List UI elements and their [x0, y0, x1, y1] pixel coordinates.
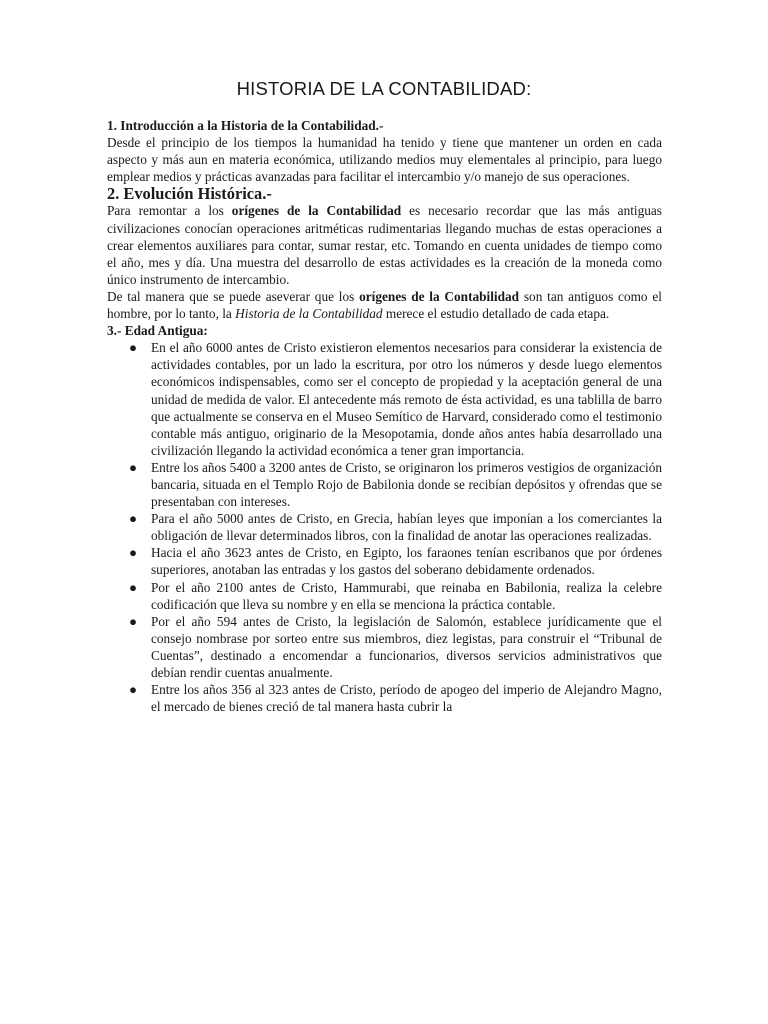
list-item	[107, 613, 662, 681]
list-item	[107, 459, 662, 510]
section-2-paragraph-1	[107, 202, 662, 287]
list-item-text: Por el año 594 antes de Cristo, la legislación de Salomón, establece jurídicamente que el consejo nombrase por sorteo entre sus miembros, diez legistas, para construir el “Tribunal de Cuentas”, destinado a encomendar a funcionarios, diversos servicios administrativos que debían rendir cuentas anualmente.	[151, 613, 662, 680]
p2-text-middle: son tan antiguos como el hombre, por lo tanto, la	[107, 288, 662, 322]
bullet-icon: ●	[129, 682, 138, 698]
section-1-heading: 1. Introducción a la Historia de la Contabilidad.-	[107, 118, 384, 133]
p1-text-after: es necesario recordar que las más antiguas civilizaciones conocían operaciones aritméticas rudimentarias llegando muchas de estas operaciones a crear elementos auxiliares para contar, sumar restar, etc. Tomando en cuenta unidades de tiempo como el año, mes y día. Una muestra del desarrollo de estas actividades es la creación de la moneda como único instrumento de intercambio.	[107, 203, 662, 287]
p2-bold-phrase: orígenes de la Contabilidad	[359, 288, 520, 304]
section-3-bullet-list	[107, 339, 662, 715]
list-item-text: Hacia el año 3623 antes de Cristo, en Egipto, los faraones tenían escribanos que por órdenes superiores, anotaban las entradas y los gastos del soberano debidamente ordenados.	[151, 545, 662, 578]
list-item-text: Entre los años 356 al 323 antes de Cristo, período de apogeo del imperio de Alejandro Magno, el mercado de bienes creció de tal manera hasta cubrir la	[151, 682, 662, 715]
list-item-text: Para el año 5000 antes de Cristo, en Grecia, habían leyes que imponían a los comerciantes la obligación de llevar determinados libros, con la finalidad de anotar las operaciones realizadas.	[151, 511, 662, 544]
list-item	[107, 579, 662, 613]
bullet-icon: ●	[129, 579, 138, 595]
list-item-text: Entre los años 5400 a 3200 antes de Cristo, se originaron los primeros vestigios de organización bancaria, situada en el Templo Rojo de Babilonia donde se recibían depósitos y ofrendas que se presentaban con intereses.	[151, 459, 662, 510]
document-body	[107, 117, 662, 715]
bullet-icon: ●	[129, 340, 138, 356]
bullet-icon: ●	[129, 545, 138, 561]
p1-bold-phrase: orígenes de la Contabilidad	[231, 203, 402, 219]
section-2-paragraph-2	[107, 288, 662, 322]
p2-text-after: merece el estudio detallado de cada etapa.	[382, 306, 610, 322]
section-2-heading: 2. Evolución Histórica.-	[107, 184, 272, 204]
bullet-icon: ●	[129, 511, 138, 527]
list-item	[107, 339, 662, 459]
bullet-icon: ●	[129, 459, 138, 475]
bullet-icon: ●	[129, 613, 138, 629]
p2-text-before: De tal manera que se puede aseverar que los	[107, 288, 360, 304]
list-item	[107, 681, 662, 715]
p2-italic-phrase: Historia de la Contabilidad	[235, 306, 383, 322]
section-3-heading: 3.- Edad Antigua:	[107, 323, 208, 339]
list-item	[107, 510, 662, 544]
list-item-text: En el año 6000 antes de Cristo existieron elementos necesarios para considerar la existencia de actividades contables, por un lado la escritura, por otro los números y desde luego elementos económicos indispensables, como ser el concepto de propiedad y la aceptación general de una unidad de medida de valor. El antecedente más remoto de ésta actividad, es una tablilla de barro que actualmente se conserva en el Museo Semítico de Harvard, considerado como el testimonio contable más antiguo, originario de la Mesopotamia, donde años antes había desarrollado una civilización llegando la actividad económica a tener gran importancia.	[151, 340, 662, 458]
document-title: HISTORIA DE LA CONTABILIDAD:	[236, 78, 532, 99]
section-1-paragraph: Desde el principio de los tiempos la humanidad ha tenido y tiene que mantener un orden en cada aspecto y más aun en materia económica, utilizando medios muy elementales al principio, para luego emplear medios y prácticas avanzadas para facilitar el intercambio y/o manejo de sus operaciones.	[107, 135, 662, 185]
list-item-text: Por el año 2100 antes de Cristo, Hammurabi, que reinaba en Babilonia, realiza la celebre codificación que lleva su nombre y en ella se menciona la práctica contable.	[151, 579, 662, 612]
list-item	[107, 544, 662, 578]
p1-text-before: Para remontar a los	[107, 203, 232, 219]
